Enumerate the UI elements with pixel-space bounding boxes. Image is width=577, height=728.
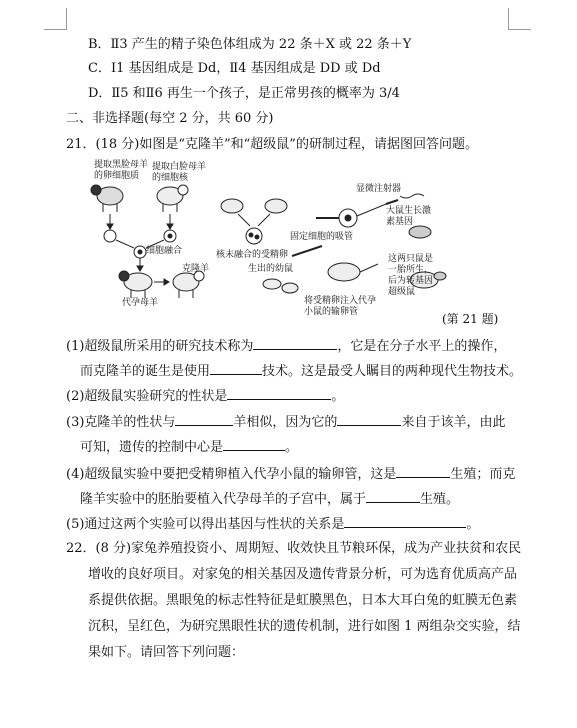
q21-p2b: 。: [331, 389, 345, 404]
label-black-sheep: 提取黑脸母羊的卵细胞质: [94, 160, 149, 181]
blank-6: [223, 437, 285, 451]
q21-p2: [66, 386, 344, 406]
q21-figure: [86, 160, 506, 330]
label-surrogate: 代孕母羊: [122, 298, 159, 308]
q22-line1: 22．(8 分)家兔养殖投资小、周期短、收效快且节粮环保，成为产业扶贫和农民: [66, 541, 522, 556]
q21-stem: 21．(18 分)如图是“克隆羊”和“超级鼠”的研制过程，请据图回答问题。: [66, 137, 478, 152]
option-d: D．Ⅱ5 和Ⅱ6 再生一个孩子，是正常男孩的概率为 3/4: [88, 86, 400, 101]
blank-2: [210, 361, 262, 375]
crop-mark-left-h: [44, 29, 66, 30]
q21-p1b: ，它是在分子水平上的操作，: [337, 339, 507, 354]
q21-p3e: 。: [285, 440, 299, 455]
label-fusion: 细胞融合: [146, 246, 183, 256]
q21-p4d: 生殖。: [420, 492, 460, 507]
q21-p5b: 。: [466, 517, 480, 532]
q21-p1d: 技术。这是最受人瞩目的两种现代生物技术。: [262, 364, 523, 379]
label-fertilized: 核未融合的受精卵: [216, 250, 289, 260]
q21-p4c: 隆羊实验中的胚胎要植入代孕母羊的子宫中，属于: [80, 492, 367, 507]
label-pipette: 固定细胞的吸管: [290, 232, 354, 242]
q21-p1-line2: [80, 361, 522, 381]
figure-caption: (第 21 题): [442, 312, 499, 326]
q21-p3-line2: [80, 437, 298, 457]
q21-p3c: 来自于该羊，由此: [401, 415, 506, 430]
q21-p3d: 可知，遗传的控制中心是: [80, 440, 224, 455]
q21-p3a: (3)克隆羊的性状与: [66, 415, 176, 430]
q21-p1-line1: [66, 336, 506, 356]
section-heading: 二、非选择题(每空 2 分，共 60 分): [66, 111, 274, 126]
crop-mark-right-h: [509, 29, 531, 30]
label-pups: 生出的幼鼠: [248, 264, 294, 274]
label-white-sheep: 提取白脸母羊的细胞核: [152, 162, 207, 183]
blank-1: [253, 336, 337, 350]
label-gene: 大鼠生长激素基因: [386, 206, 432, 227]
blank-4: [175, 412, 233, 426]
q22-line4: 沉积，呈红色，为研究黑眼性状的遗传机制，进行如图 1 两组杂交实验，结: [88, 619, 521, 634]
option-c: C．Ⅰ1 基因组成是 Dd，Ⅱ4 基因组成是 DD 或 Dd: [88, 61, 381, 76]
q22-line3: 系提供依据。黑眼兔的标志性特征是虹膜黑色，日本大耳白兔的虹膜无色素: [88, 593, 518, 608]
blank-8: [366, 489, 420, 503]
blank-5: [337, 412, 401, 426]
q21-p4b: 生殖；而克: [450, 467, 516, 482]
q21-p3b: 羊相似，因为它的: [233, 415, 338, 430]
q21-p4-line2: [80, 489, 459, 509]
label-super: 这两只鼠是一胎所生，后为转基因超级鼠: [388, 254, 434, 297]
blank-3: [227, 386, 331, 400]
blank-9: [344, 514, 466, 528]
label-clone: 克隆羊: [182, 264, 210, 274]
label-inject: 将受精卵注入代孕小鼠的输卵管: [304, 296, 377, 317]
q21-p1a: (1)超级鼠所采用的研究技术称为: [66, 339, 254, 354]
q21-p4a: (4)超级鼠实验中要把受精卵植入代孕小鼠的输卵管，这是: [66, 467, 397, 482]
q22-line2: 增收的良好项目。对家兔的相关基因及遗传背景分析，可为选育优质高产品: [88, 567, 518, 582]
q21-p5a: (5)通过这两个实验可以得出基因与性状的关系是: [66, 517, 345, 532]
q21-p3-line1: [66, 412, 505, 432]
q22-line5: 果如下。请回答下列问题：: [88, 645, 245, 660]
label-injector: 显微注射器: [356, 184, 402, 194]
blank-7: [396, 464, 450, 478]
q21-p1c: 而克隆羊的诞生是使用: [80, 364, 211, 379]
crop-mark-left: [66, 8, 67, 30]
q21-p2a: (2)超级鼠实验研究的性状是: [66, 389, 228, 404]
q21-p4-line1: [66, 464, 515, 484]
crop-mark-right: [508, 8, 509, 30]
q21-p5: [66, 514, 479, 534]
option-b: B．Ⅱ3 产生的精子染色体组成为 22 条＋X 或 22 条＋Y: [88, 37, 412, 52]
